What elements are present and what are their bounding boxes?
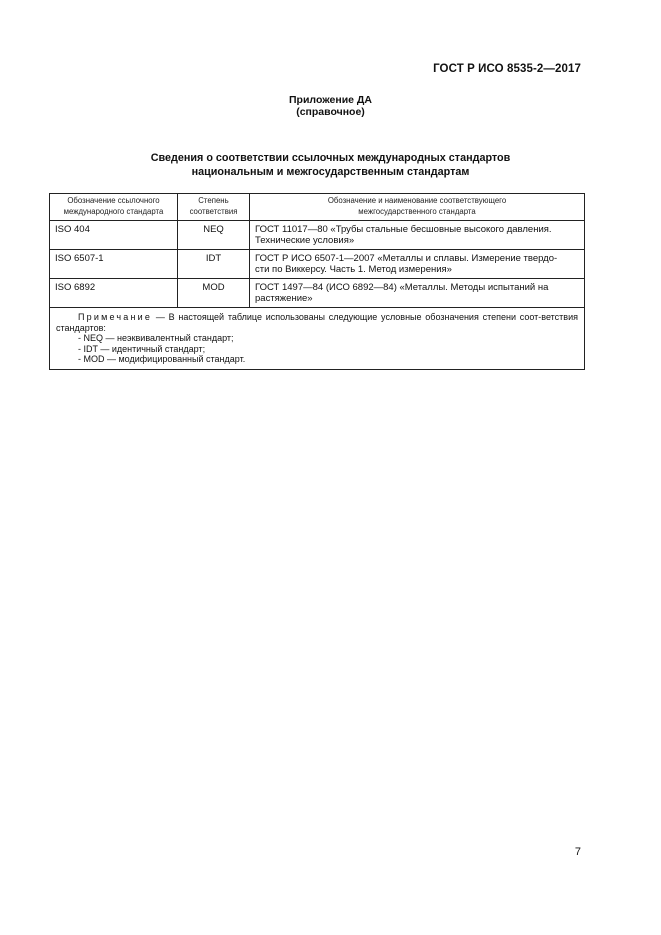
cell-national-standard: ГОСТ Р ИСО 6507-1—2007 «Металлы и сплавы. Измерение твердо- сти по Виккерсу. Часть 1. Метод измерения» xyxy=(250,250,585,279)
correspondence-table xyxy=(49,193,585,370)
cell-intl-standard: ISO 6892 xyxy=(50,279,178,308)
header-degree: Степень соответствия xyxy=(178,194,250,221)
table-note-row xyxy=(50,308,585,370)
page-number: 7 xyxy=(574,846,581,858)
table-note xyxy=(50,308,585,370)
table-row xyxy=(50,221,585,250)
annex-block xyxy=(0,94,661,118)
note-label: Примечание xyxy=(78,312,153,322)
note-item: - NEQ — неэквивалентный стандарт; xyxy=(78,333,234,343)
table-row xyxy=(50,250,585,279)
note-text: — В настоящей таблице использованы следующие условные обозначения степени соот-ветствия стандартов: xyxy=(56,312,578,333)
section-heading xyxy=(0,151,661,179)
cell-intl-standard: ISO 6507-1 xyxy=(50,250,178,279)
annex-title: Приложение ДА xyxy=(289,94,372,106)
cell-national-standard: ГОСТ 1497—84 (ИСО 6892—84) «Металлы. Методы испытаний на растяжение» xyxy=(250,279,585,308)
cell-degree: MOD xyxy=(178,279,250,308)
document-code: ГОСТ Р ИСО 8535-2—2017 xyxy=(433,63,581,75)
cell-degree: NEQ xyxy=(178,221,250,250)
header-national-standard: Обозначение и наименование соответствующего межгосударственного стандарта xyxy=(250,194,585,221)
cell-degree: IDT xyxy=(178,250,250,279)
annex-subtitle: (справочное) xyxy=(296,106,365,118)
table-row xyxy=(50,279,585,308)
note-paragraph xyxy=(56,312,578,333)
cell-national-standard: ГОСТ 11017—80 «Трубы стальные бесшовные высокого давления. Технические условия» xyxy=(250,221,585,250)
note-item: - IDT — идентичный стандарт; xyxy=(78,343,206,354)
note-item: - MOD — модифицированный стандарт. xyxy=(78,354,246,364)
cell-intl-standard: ISO 404 xyxy=(50,221,178,250)
heading-line-1: Сведения о соответствии ссылочных международных стандартов xyxy=(150,152,511,164)
table-header-row xyxy=(50,194,585,221)
heading-line-2: национальным и межгосударственным стандартам xyxy=(191,166,470,178)
header-intl-standard: Обозначение ссылочного международного стандарта xyxy=(50,194,178,221)
